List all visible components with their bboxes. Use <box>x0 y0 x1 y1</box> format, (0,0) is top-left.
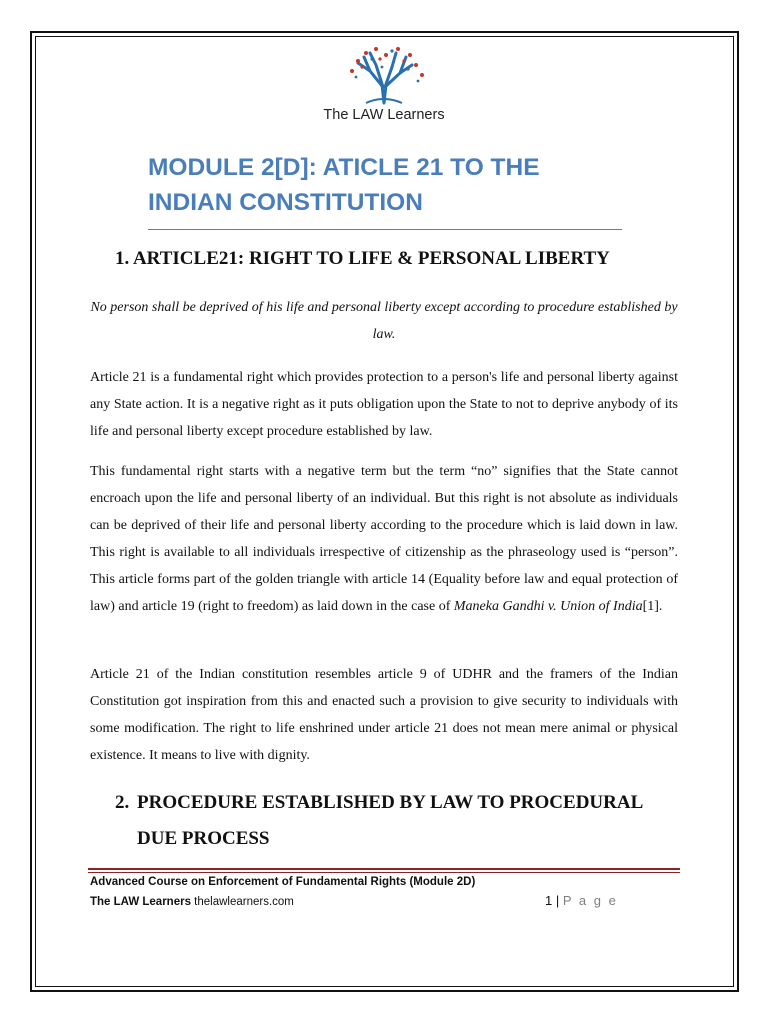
page-number <box>545 893 618 908</box>
article-quote: No person shall be deprived of his life and personal liberty except according to procedure established by law. <box>90 300 678 342</box>
section-2-title-line1: PROCEDURE ESTABLISHED BY LAW TO PROCEDURAL <box>137 792 644 813</box>
footer-website[interactable]: thelawlearners.com <box>194 896 294 908</box>
paragraph-2-text: This fundamental right starts with a negative term but the term “no” signifies that the State cannot encroach upon the life and personal liberty of an individual. But this right is not absolute as individuals can be deprived of their life and personal liberty according to the procedure which is laid down in law. This right is available to all individuals irrespective of citizenship as the phraseology used is “person”. This article forms part of the golden triangle with article 14 (Equality before law and equal protection of law) and article 19 (right to freedom) as laid down in the case of <box>90 464 678 614</box>
footer-divider-thin <box>88 872 680 873</box>
footnote-ref[interactable]: [1]. <box>642 599 663 614</box>
tree-logo-icon <box>336 45 432 105</box>
section-2-title-line2: DUE PROCESS <box>137 828 270 849</box>
footer-divider-thick <box>88 868 680 870</box>
footer-brand <box>90 896 294 908</box>
logo-text: The LAW Learners <box>323 107 445 123</box>
paragraph-1: Article 21 is a fundamental right which provides protection to a person's life and personal liberty against any State action. It is a negative right as it puts obligation upon the State to not to deprive anybody of its life and personal liberty except procedure established by law. <box>90 370 678 439</box>
case-citation: Maneka Gandhi v. Union of India <box>453 599 643 614</box>
page-number-value: 1 <box>545 893 553 908</box>
paragraph-3: Article 21 of the Indian constitution resembles article 9 of UDHR and the framers of the Indian Constitution got inspiration from this and enacted such a provision to give security to individuals with some modification. The right to life enshrined under article 21 does not mean mere animal or physical existence. It means to live with dignity. <box>90 667 678 763</box>
section-1-title: ARTICLE21: RIGHT TO LIFE & PERSONAL LIBERTY <box>132 248 610 269</box>
section-1-number: 1. <box>115 248 130 269</box>
footer-course-title: Advanced Course on Enforcement of Fundamental Rights (Module 2D) <box>90 876 476 888</box>
page-label: P a g e <box>562 893 618 908</box>
footer-brand-name: The LAW Learners <box>90 896 191 908</box>
section-2-number: 2. <box>115 792 130 813</box>
section-2-heading <box>115 785 705 857</box>
section-1-heading <box>115 248 715 270</box>
page-separator: | <box>555 893 560 908</box>
paragraph-2 <box>90 458 678 620</box>
module-title: MODULE 2[D]: ATICLE 21 TO THE INDIAN CONSTITUTION <box>148 154 540 216</box>
title-divider <box>148 229 622 230</box>
logo <box>318 45 450 127</box>
